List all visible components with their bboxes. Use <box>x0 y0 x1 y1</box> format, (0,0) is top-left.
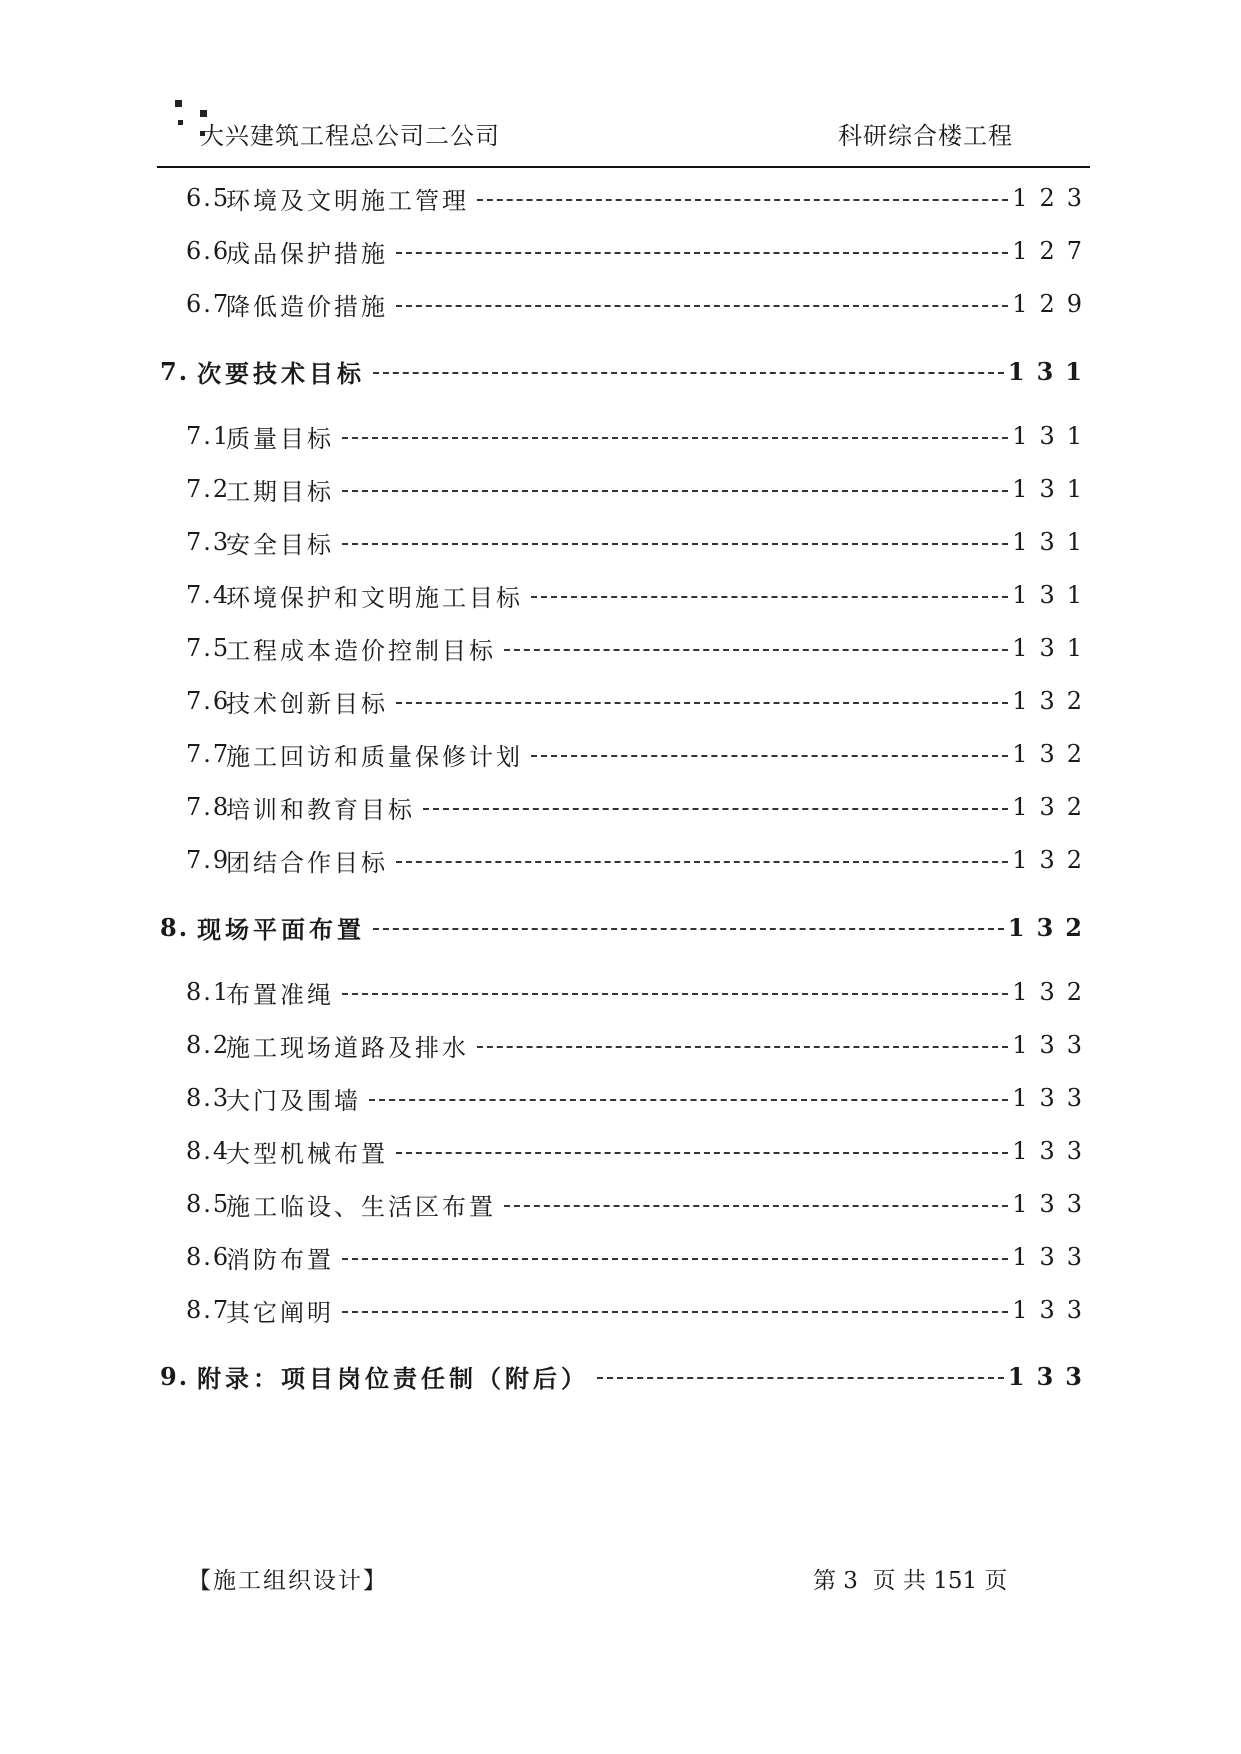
toc-entry-number: 8.1 <box>186 978 231 1006</box>
toc-entry-number: 7.6 <box>186 687 231 715</box>
toc-leader-dashes <box>373 372 1004 374</box>
toc-leader-dashes <box>342 437 1008 439</box>
toc-entry-page: 132 <box>1012 793 1094 821</box>
toc-entry-title: 大门及围墙 <box>226 1086 361 1115</box>
toc-entry-title: 质量目标 <box>226 424 334 453</box>
toc-entry-number: 6.6 <box>186 237 231 265</box>
toc-entry[interactable] <box>160 353 1094 389</box>
toc-entry[interactable] <box>186 737 1094 771</box>
toc-leader-dashes <box>396 861 1008 863</box>
toc-entry[interactable] <box>186 1293 1094 1327</box>
toc-leader-dashes <box>342 993 1008 995</box>
toc-entry-number: 8. <box>160 912 190 942</box>
toc-leader-dashes <box>504 649 1008 651</box>
toc-entry-page: 123 <box>1012 184 1094 212</box>
toc-entry-number: 6.7 <box>186 290 231 318</box>
toc-leader-dashes <box>396 305 1008 307</box>
toc-entry[interactable] <box>186 790 1094 824</box>
toc-leader-dashes <box>396 1152 1008 1154</box>
toc-entry-number: 7.9 <box>186 846 231 874</box>
toc-entry-page: 133 <box>1012 1137 1094 1165</box>
toc-entry[interactable] <box>186 181 1094 215</box>
toc-entry-title: 施工临设、生活区布置 <box>226 1192 496 1221</box>
toc-leader-dashes <box>373 928 1004 930</box>
toc-leader-dashes <box>342 490 1008 492</box>
toc-entry-page: 132 <box>1012 687 1094 715</box>
toc-entry-page: 132 <box>1012 740 1094 768</box>
toc-entry[interactable] <box>186 631 1094 665</box>
toc-entry-number: 8.6 <box>186 1243 231 1271</box>
toc-entry-page: 133 <box>1012 1190 1094 1218</box>
toc-entry-title: 其它阐明 <box>226 1298 334 1327</box>
toc-entry-title: 环境保护和文明施工目标 <box>226 583 523 612</box>
toc-entry-page: 133 <box>1007 1361 1094 1391</box>
toc-entry-page: 131 <box>1012 528 1094 556</box>
toc-leader-dashes <box>477 1046 1008 1048</box>
footer-document-title: 【施工组织设计】 <box>188 1568 388 1594</box>
toc-entry-number: 9. <box>160 1361 190 1391</box>
toc-entry-title: 培训和教育目标 <box>226 795 415 824</box>
toc-entry-page: 132 <box>1012 846 1094 874</box>
footer-page-info: 第 3 页 共 151 页 <box>813 1568 1008 1594</box>
toc-entry-number: 7.2 <box>186 475 231 503</box>
toc-entry-number: 7. <box>160 356 190 386</box>
toc-leader-dashes <box>504 1205 1008 1207</box>
toc-entry-title: 现场平面布置 <box>197 914 366 944</box>
toc-entry-title: 安全目标 <box>226 530 334 559</box>
toc-entry-page: 129 <box>1012 290 1094 318</box>
toc-leader-dashes <box>369 1099 1008 1101</box>
toc-entry-page: 133 <box>1012 1296 1094 1324</box>
toc-entry-title: 次要技术目标 <box>197 358 366 388</box>
toc-entry-page: 133 <box>1012 1243 1094 1271</box>
toc-entry-title: 大型机械布置 <box>226 1139 388 1168</box>
toc-entry-number: 7.4 <box>186 581 231 609</box>
toc-entry-title: 成品保护措施 <box>226 239 388 268</box>
toc-entry-title: 施工现场道路及排水 <box>226 1033 469 1062</box>
toc-entry-page: 131 <box>1012 422 1094 450</box>
toc-leader-dashes <box>342 1258 1008 1260</box>
toc-entry-page: 127 <box>1012 237 1094 265</box>
toc-entry[interactable] <box>186 1134 1094 1168</box>
toc-entry-number: 7.8 <box>186 793 231 821</box>
header-company: 大兴建筑工程总公司二公司 <box>200 122 500 150</box>
toc-entry-number: 8.3 <box>186 1084 231 1112</box>
toc-leader-dashes <box>531 755 1008 757</box>
toc-entry[interactable] <box>160 909 1094 945</box>
header-project: 科研综合楼工程 <box>838 122 1013 150</box>
toc-leader-dashes <box>597 1377 1004 1379</box>
toc-entry[interactable] <box>186 234 1094 268</box>
toc-entry[interactable] <box>186 975 1094 1009</box>
toc-entry[interactable] <box>186 472 1094 506</box>
toc-entry-number: 7.5 <box>186 634 231 662</box>
toc-entry[interactable] <box>186 684 1094 718</box>
toc-entry-number: 7.3 <box>186 528 231 556</box>
toc-entry-number: 7.1 <box>186 422 231 450</box>
toc-entry-number: 7.7 <box>186 740 231 768</box>
toc-entry-page: 131 <box>1012 634 1094 662</box>
toc-entry-title: 团结合作目标 <box>226 848 388 877</box>
toc-entry-number: 6.5 <box>186 184 231 212</box>
toc-leader-dashes <box>423 808 1008 810</box>
toc-entry-number: 8.5 <box>186 1190 231 1218</box>
toc-entry-number: 8.7 <box>186 1296 231 1324</box>
toc-entry-title: 施工回访和质量保修计划 <box>226 742 523 771</box>
toc-entry-page: 133 <box>1012 1031 1094 1059</box>
toc-leader-dashes <box>531 596 1008 598</box>
toc-leader-dashes <box>342 1311 1008 1313</box>
toc-leader-dashes <box>477 199 1008 201</box>
toc-entry-title: 技术创新目标 <box>226 689 388 718</box>
toc-entry-number: 8.2 <box>186 1031 231 1059</box>
toc-leader-dashes <box>396 252 1008 254</box>
toc-entry-title: 布置准绳 <box>226 980 334 1009</box>
toc-entry[interactable] <box>186 525 1094 559</box>
toc-entry[interactable] <box>160 1358 1094 1394</box>
toc-entry-title: 工期目标 <box>226 477 334 506</box>
toc-entry[interactable] <box>186 1081 1094 1115</box>
toc-entry[interactable] <box>186 1187 1094 1221</box>
toc-entry-title: 工程成本造价控制目标 <box>226 636 496 665</box>
toc-entry[interactable] <box>186 578 1094 612</box>
toc-entry-page: 131 <box>1012 475 1094 503</box>
toc-entry[interactable] <box>186 287 1094 321</box>
toc-entry-title: 环境及文明施工管理 <box>226 186 469 215</box>
toc-entry-page: 131 <box>1007 356 1094 386</box>
toc-entry-page: 131 <box>1012 581 1094 609</box>
toc-entry-page: 132 <box>1012 978 1094 1006</box>
toc-entry-title: 附录：项目岗位责任制（附后） <box>197 1363 590 1393</box>
toc-leader-dashes <box>396 702 1008 704</box>
toc-entry[interactable] <box>186 1028 1094 1062</box>
toc-entry-page: 132 <box>1007 912 1094 942</box>
toc-entry[interactable] <box>186 1240 1094 1274</box>
toc-entry[interactable] <box>186 843 1094 877</box>
toc-leader-dashes <box>342 543 1008 545</box>
toc-entry-number: 8.4 <box>186 1137 231 1165</box>
toc-entry-title: 降低造价措施 <box>226 292 388 321</box>
toc-entry-title: 消防布置 <box>226 1245 334 1274</box>
toc-entry[interactable] <box>186 419 1094 453</box>
toc-entry-page: 133 <box>1012 1084 1094 1112</box>
